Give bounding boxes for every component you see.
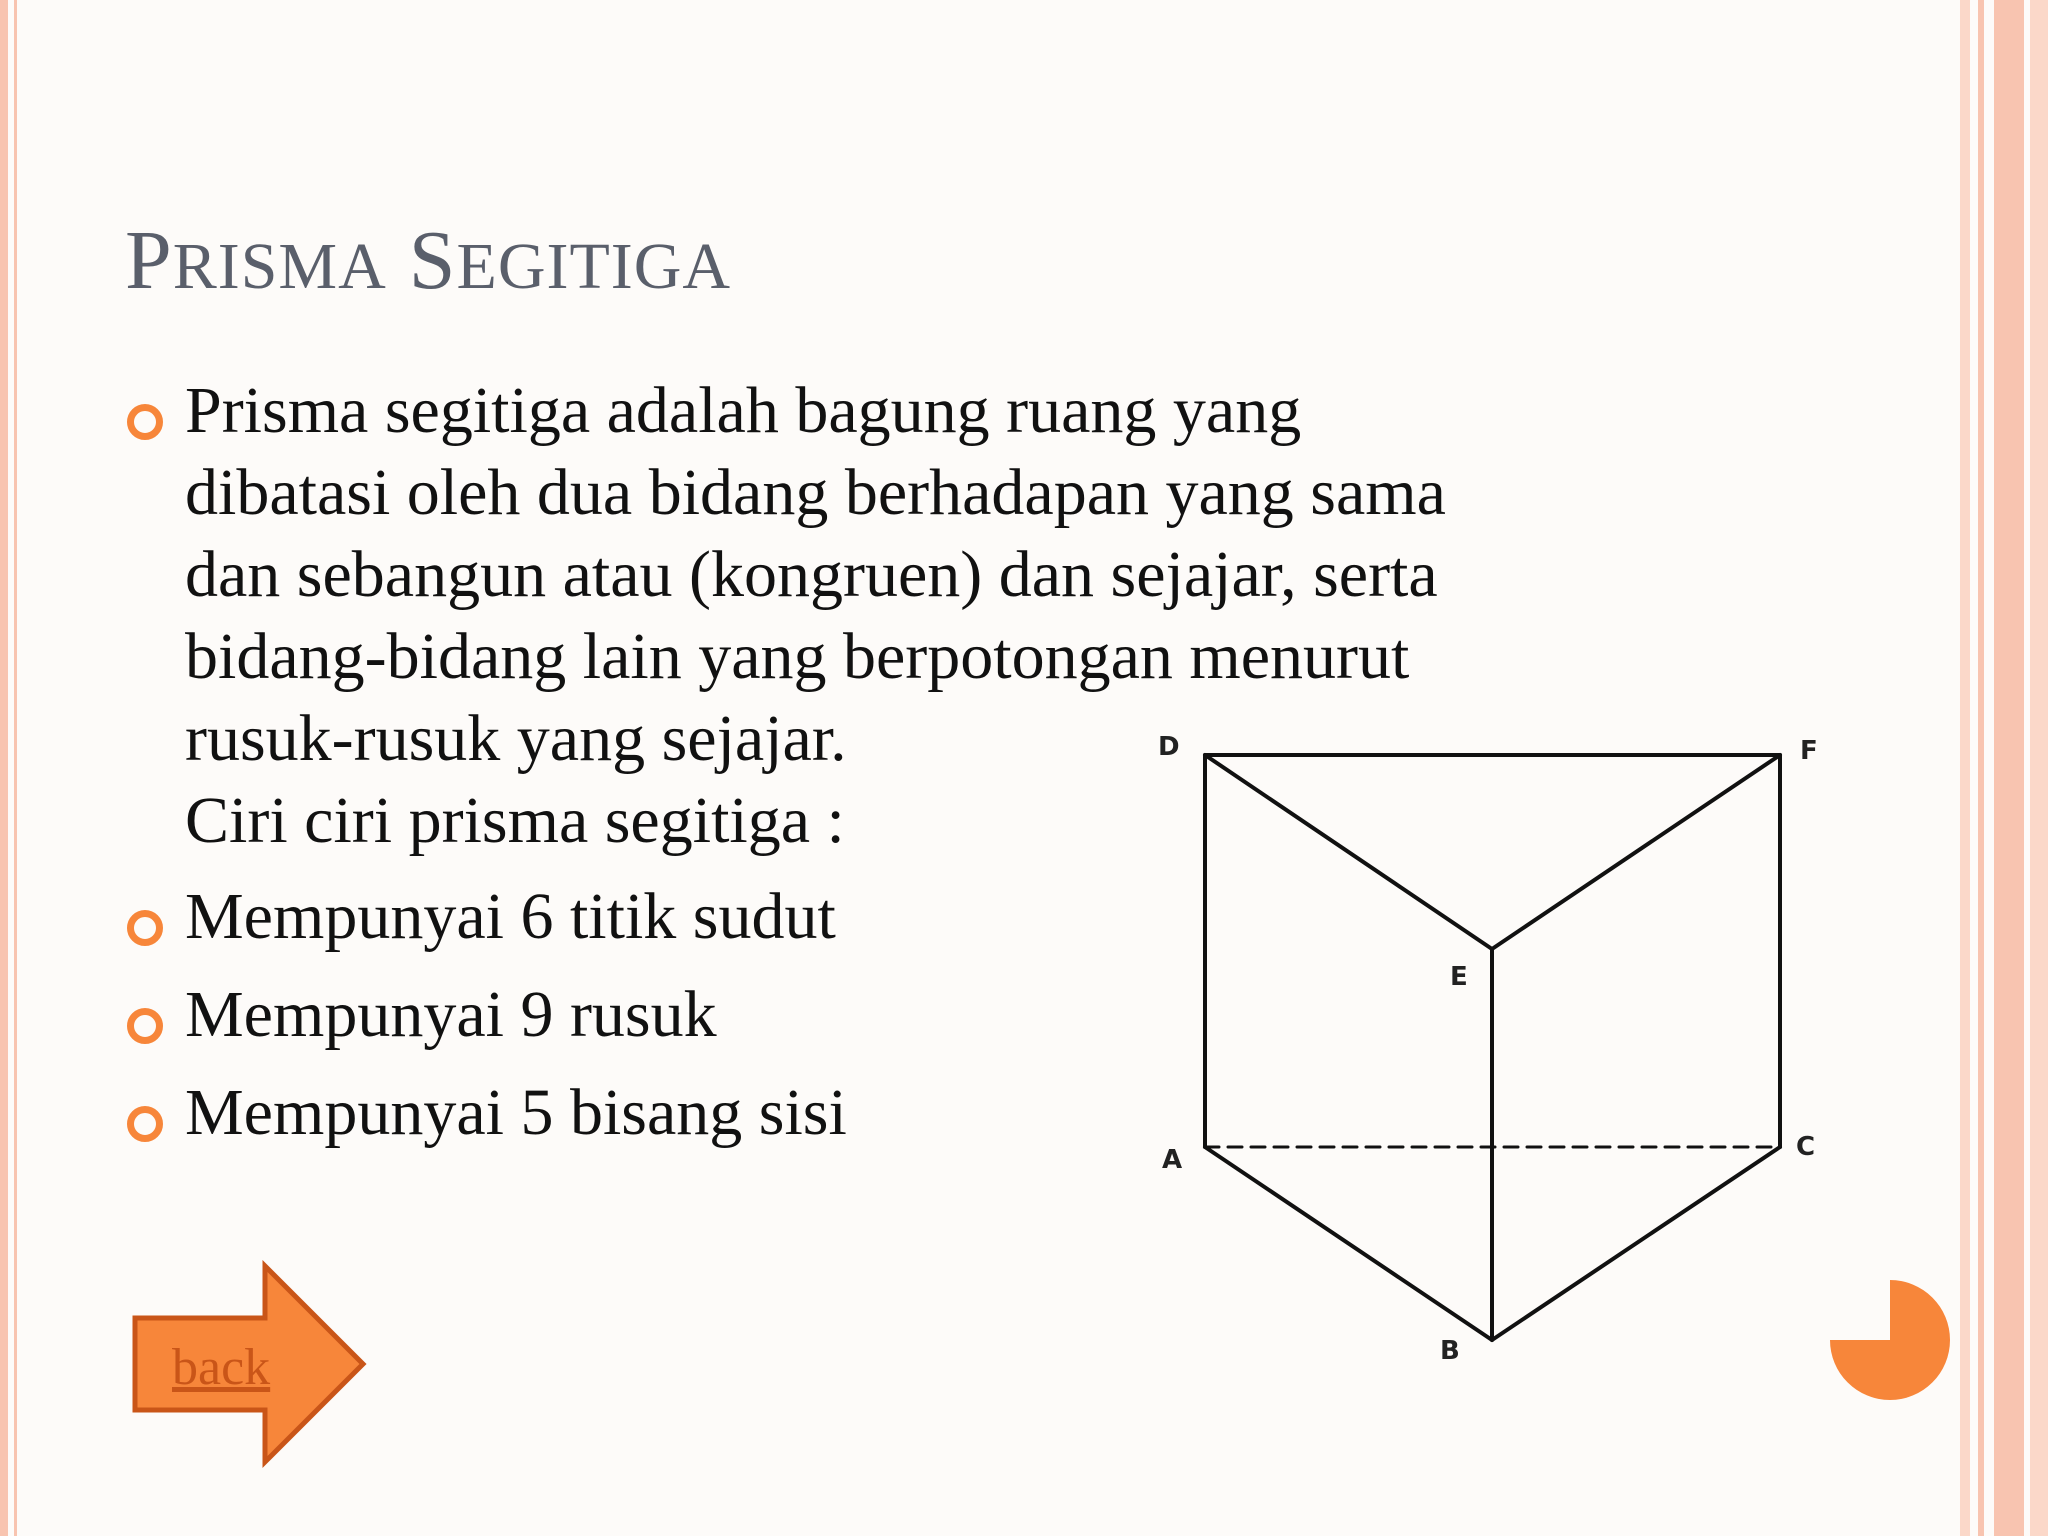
feature-text: Mempunyai 5 bisang sisi [185, 1076, 847, 1149]
right-border-stripe-3 [1994, 0, 2024, 1536]
triangular-prism-diagram [1140, 715, 1840, 1375]
back-link[interactable]: back [172, 1339, 271, 1396]
edge-bc [1492, 1147, 1780, 1340]
pie-chart-icon [1825, 1275, 1955, 1405]
intro-line: Ciri ciri prisma segitiga : [185, 784, 845, 857]
left-border-stripe [0, 0, 8, 1536]
circle-bullet-icon [127, 404, 163, 440]
vertex-label-d: D [1158, 732, 1180, 762]
circle-bullet-icon [127, 1008, 163, 1044]
vertex-label-b: B [1440, 1336, 1460, 1366]
right-border-stripe-1 [1960, 0, 1970, 1536]
intro-line: bidang-bidang lain yang berpotongan menurut [185, 620, 1410, 693]
slide-title [125, 212, 731, 309]
title-first-rest: RISMA [172, 230, 387, 303]
right-border-stripe-2 [1978, 0, 1984, 1536]
intro-line: dibatasi oleh dua bidang berhadapan yang sama [185, 456, 1446, 529]
title-first-cap: P [125, 214, 173, 307]
vertex-label-f: F [1800, 736, 1818, 766]
vertex-label-a: A [1162, 1145, 1183, 1175]
intro-line: Prisma segitiga adalah bagung ruang yang [185, 374, 1302, 447]
intro-line: rusuk-rusuk yang sejajar. [185, 702, 847, 775]
feature-text: Mempunyai 6 titik sudut [185, 880, 836, 953]
title-second-rest: EGITIGA [456, 230, 732, 303]
edge-ab [1205, 1147, 1492, 1340]
edge-de [1205, 755, 1492, 949]
circle-bullet-icon [127, 1106, 163, 1142]
left-border-thin-stripe [14, 0, 17, 1536]
intro-line: dan sebangun atau (kongruen) dan sejajar, serta [185, 538, 1438, 611]
circle-bullet-icon [127, 910, 163, 946]
right-border-stripe-4 [2030, 0, 2048, 1536]
edge-ef [1492, 755, 1780, 949]
feature-text: Mempunyai 9 rusuk [185, 978, 717, 1051]
title-second-cap: S [408, 214, 457, 307]
vertex-label-c: C [1796, 1132, 1816, 1162]
vertex-label-e: E [1450, 962, 1468, 992]
